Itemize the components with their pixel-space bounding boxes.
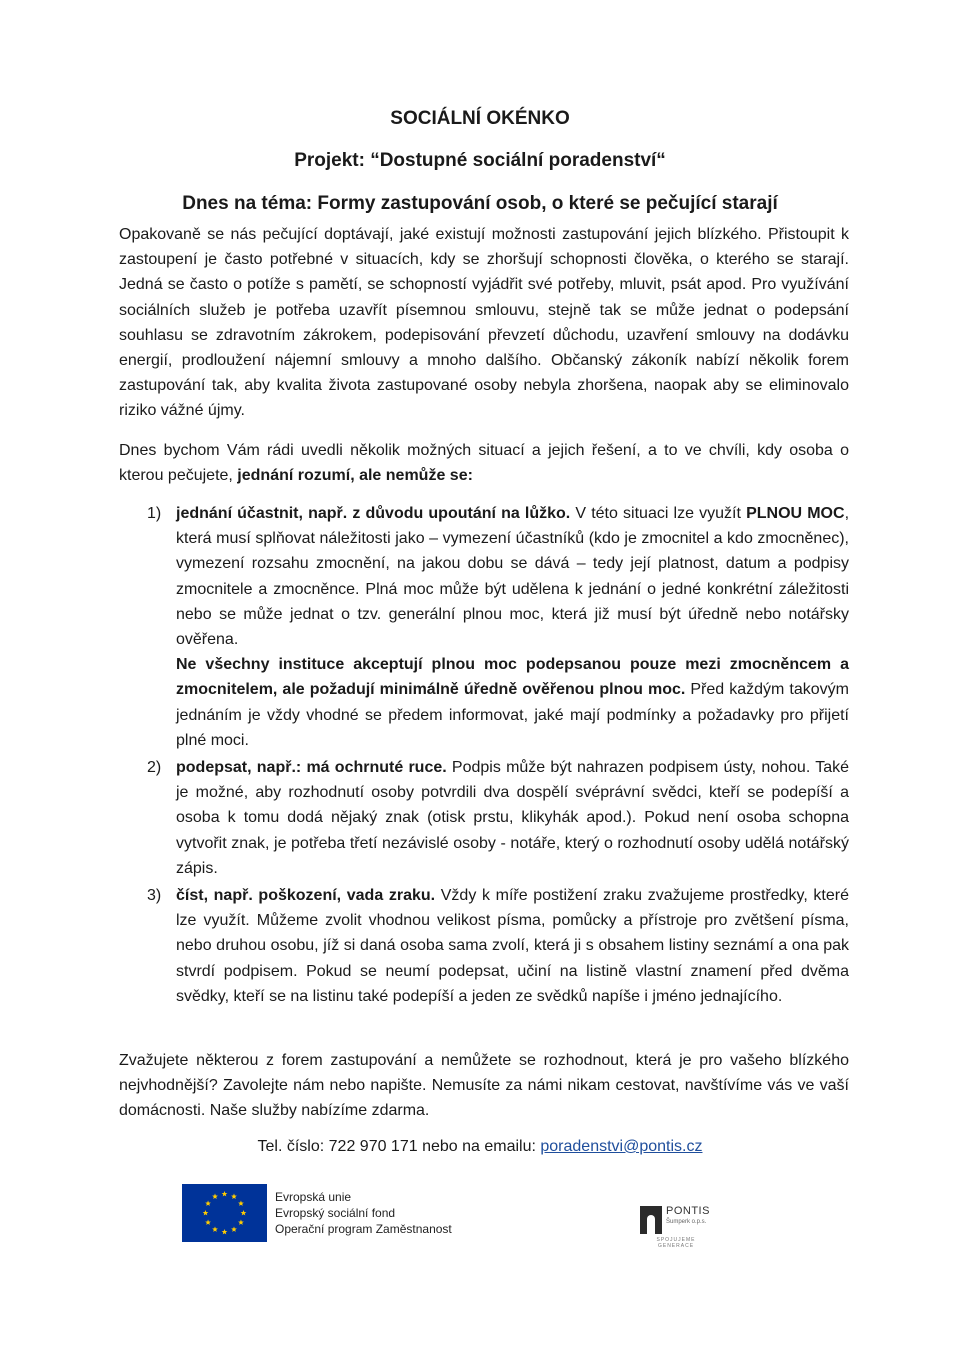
list-item [119, 755, 849, 881]
eu-line: Evropská unie [275, 1190, 352, 1204]
eu-star [238, 1201, 244, 1206]
eu-star [238, 1220, 244, 1225]
pontis-sub: Šumperk o.p.s. [666, 1219, 707, 1225]
eu-stars [182, 1184, 267, 1242]
intro-paragraph: Opakovaně se nás pečující doptávají, jaké existují možnosti zastupování jejich blízkého. Přistoupit k zastoupení je často potřebné v situacích, kdy se zhoršují schopnosti člověka, o kterého se starají. Jedná se často o potíže s pamětí, se schopností vyjádřit své potřeby, mluvit, psát apod. Pro využívání sociálních služeb je potřeba uzavřít písemnou smlouvu, stejně tak se může jednat o podepsání souhlasu se zdravotním zákrokem, podepisování převzetí důchodu, uzavření smlouvy na dodávku energií, prodloužení nájemní smlouvy a mnoho dalšího. Občanský zákoník nabízí několik forem zastupování tak, aby kvalita života zastupované osoby nebyla zhoršena, naopak aby se eliminovalo riziko vážné újmy. [119, 226, 849, 420]
list-item-title: číst, např. poškození, vada zraku. [176, 887, 436, 905]
eu-line: Evropský sociální fond [275, 1206, 396, 1220]
contact-phone-text: Tel. číslo: 722 970 171 nebo na emailu: [257, 1138, 541, 1155]
list-item-text: Před každým takovým jednáním je vždy vhodné se předem informovat, jaké mají podmínky a požadavky pro přijetí plné moci. [176, 681, 849, 749]
list-item-bold: PLNOU MOC [746, 505, 845, 522]
eu-star [203, 1210, 209, 1215]
project-title: Projekt: “Dostupné sociální poradenství“ [294, 150, 666, 171]
eu-star [231, 1226, 237, 1231]
list-item [119, 501, 849, 753]
pontis-mark-icon [640, 1206, 662, 1234]
eu-star [205, 1201, 211, 1206]
situations-intro-paragraph [119, 438, 849, 488]
eu-line: Operační program Zaměstnanost [275, 1222, 452, 1236]
pontis-logo [638, 1203, 714, 1249]
list-item-title: jednání účastnit, např. z důvodu upoutání na lůžko. [176, 505, 571, 522]
eu-flag-icon [182, 1184, 267, 1242]
eu-star [222, 1229, 228, 1234]
email-link[interactable]: poradenstvi@pontis.cz [540, 1138, 703, 1155]
document-heading: SOCIÁLNÍ OKÉNKO [390, 108, 570, 129]
situations-list [119, 501, 849, 1009]
pontis-tagline: SPOJUJEME GENERACE [656, 1237, 696, 1249]
list-item-number: 1) [147, 505, 162, 522]
topic-title: Dnes na téma: Formy zastupování osob, o které se pečující starají [182, 193, 778, 214]
list-item-number: 3) [147, 887, 162, 905]
eu-star [231, 1194, 237, 1199]
pontis-name: PONTIS [666, 1205, 710, 1217]
list-item-text: Podpis může být nahrazen podpisem ústy, nohou. Také je možné, aby rozhodnutí osoby potvrdili dva dospělí svéprávní svědci, kteří se podepíší a osoba k tomu dodá nějaký znak (otisk prstu, klikyhák apod.). Pokud není osoba schopna vytvořit znak, je potřeba třetí nezávislé osoby - notáře, který o rozhodnutí osoby udělá notářský zápis. [176, 759, 849, 877]
eu-star [222, 1191, 228, 1196]
list-item-text: Vždy k míře postižení zraku zvažujeme prostředky, které lze využít. Můžeme zvolit vhodnou velikost písma, pomůcky a přístroje pro zvětšení písma, nebo druhou osobu, jíž si daná osoba sama zvolí, která ji s obsahem listiny seznámí a ona pak stvrdí podpisem. Pokud se neumí podepsat, učiní na listině vlastní znamení před dvěma svědky, kteří se na listinu také podepíší a jeden ze svědků napíše i jméno jednajícího. [176, 887, 849, 1005]
list-item [119, 883, 849, 1009]
eu-star [241, 1210, 247, 1215]
eu-funding-text [275, 1189, 452, 1237]
list-item-title: podepsat, např.: má ochrnuté ruce. [176, 759, 447, 777]
contact-line [0, 1138, 960, 1156]
list-item-bold: Ne všechny instituce akceptují plnou moc podepsanou pouze mezi zmocněncem a zmocnitelem, ale požadují minimálně úředně ověřenou plnou moc. [176, 656, 849, 699]
list-item-text: , která musí splňovat náležitosti jako – vymezení účastníků (kdo je zmocnitel a kdo zmocněnec), vymezení rozsahu zmocnění, na jakou dobu se dává – tedy její platnost, datum a podpisy zmocnitele a zmocněnce. Plná moc může být udělena k jednání o jedné konkrétní záležitosti nebo se může jednat o tzv. generální plnou moc, která již musí být úředně nebo notářsky ověřena. [176, 505, 850, 649]
situations-intro-text: Dnes bychom Vám rádi uvedli několik možných situací a jejich řešení, a to ve chvíli, kdy osoba o kterou pečujete, [119, 442, 849, 485]
eu-star [205, 1220, 211, 1225]
list-item-text: V této situaci lze využít [570, 505, 747, 522]
eu-star [212, 1194, 218, 1199]
closing-paragraph: Zvažujete některou z forem zastupování a nemůžete se rozhodnout, která je pro vašeho blízkého nejvhodnější? Zavolejte nám nebo napište. Nemusíte za námi nikam cestovat, navštívíme vás ve vaší domácnosti. Naše služby nabízíme zdarma. [119, 1052, 849, 1120]
situations-intro-bold: jednání rozumí, ale nemůže se: [237, 467, 473, 485]
list-item-number: 2) [147, 759, 162, 777]
eu-star [212, 1226, 218, 1231]
